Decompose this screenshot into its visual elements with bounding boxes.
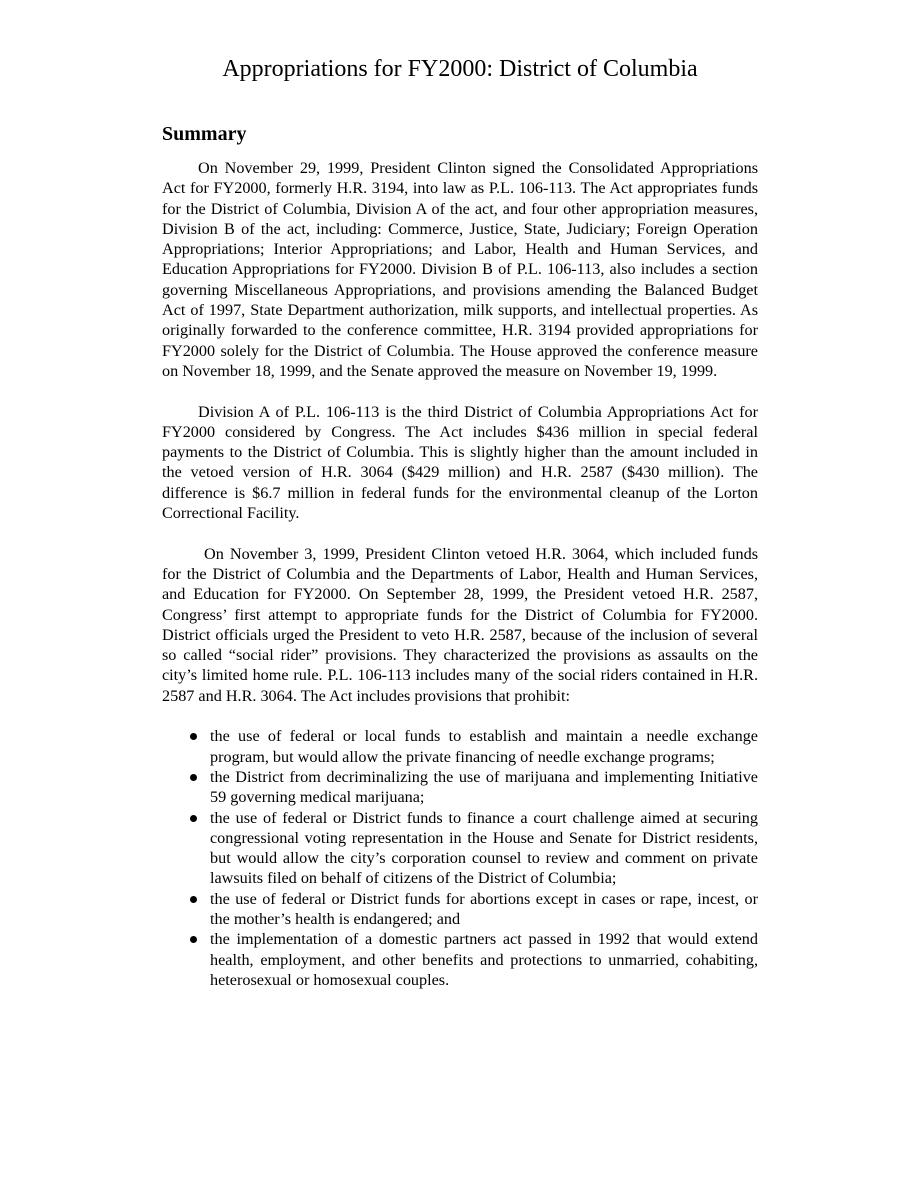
summary-paragraph-2: Division A of P.L. 106-113 is the third District of Columbia Appropriations Act for FY2000 considered by Congress. The Act includes $436 million in special federal payments to the District of Columbia. This is slightly higher than the amount included in the vetoed version of H.R. 3064 ($429 million) and H.R. 2587 ($430 million). The difference is $6.7 million in federal funds for the environmental cleanup of the Lorton Correctional Facility. bbox=[162, 402, 758, 523]
section-heading-summary: Summary bbox=[162, 123, 247, 145]
list-item-text: the use of federal or local funds to establish and maintain a needle exchange program, but would allow the private financing of needle exchange programs; bbox=[210, 727, 758, 766]
list-item bbox=[210, 726, 758, 767]
bullet-icon bbox=[190, 733, 197, 740]
document-page bbox=[162, 52, 758, 990]
bullet-icon bbox=[190, 936, 197, 943]
bullet-icon bbox=[190, 896, 197, 903]
list-item bbox=[210, 808, 758, 889]
summary-paragraph-3: On November 3, 1999, President Clinton vetoed H.R. 3064, which included funds for the District of Columbia and the Departments of Labor, Health and Human Services, and Education for FY2000. On September 28, 1999, the President vetoed H.R. 2587, Congress’ first attempt to appropriate funds for the District of Columbia for FY2000. District officials urged the President to veto H.R. 2587, because of the inclusion of several so called “social rider” provisions. They characterized the provisions as assaults on the city’s limited home rule. P.L. 106-113 includes many of the social riders contained in H.R. 2587 and H.R. 3064. The Act includes provisions that prohibit: bbox=[162, 544, 758, 705]
list-item-text: the use of federal or District funds for abortions except in cases or rape, incest, or the mother’s health is endangered; and bbox=[210, 889, 758, 928]
list-item-text: the use of federal or District funds to finance a court challenge aimed at securing congressional voting representation in the House and Senate for District residents, but would allow the city’s corporation counsel to review and comment on private lawsuits filed on behalf of citizens of the District of Columbia; bbox=[210, 808, 758, 888]
list-item bbox=[210, 929, 758, 990]
list-item bbox=[210, 767, 758, 808]
list-item bbox=[210, 889, 758, 930]
bullet-icon bbox=[190, 774, 197, 781]
bullet-icon bbox=[190, 815, 197, 822]
summary-paragraph-1: On November 29, 1999, President Clinton signed the Consolidated Appropriations Act for FY2000, formerly H.R. 3194, into law as P.L. 106-113. The Act appropriates funds for the District of Columbia, Division A of the act, and four other appropriation measures, Division B of the act, including: Commerce, Justice, State, Judiciary; Foreign Operation Appropriations; Interior Appropriations; and Labor, Health and Human Services, and Education Appropriations for FY2000. Division B of P.L. 106-113, also includes a section governing Miscellaneous Appropriations, and provisions amending the Balanced Budget Act of 1997, State Department authorization, milk supports, and intellectual properties. As originally forwarded to the conference committee, H.R. 3194 provided appropriations for FY2000 solely for the District of Columbia. The House approved the conference measure on November 18, 1999, and the Senate approved the measure on November 19, 1999. bbox=[162, 159, 758, 380]
list-item-text: the District from decriminalizing the use of marijuana and implementing Initiative 59 governing medical marijuana; bbox=[210, 767, 758, 807]
prohibitions-list bbox=[162, 726, 758, 990]
document-title: Appropriations for FY2000: District of Columbia bbox=[222, 56, 698, 82]
list-item-text: the implementation of a domestic partners act passed in 1992 that would extend health, employment, and other benefits and protections to unmarried, cohabiting, heterosexual or homosexual couples. bbox=[210, 930, 758, 989]
